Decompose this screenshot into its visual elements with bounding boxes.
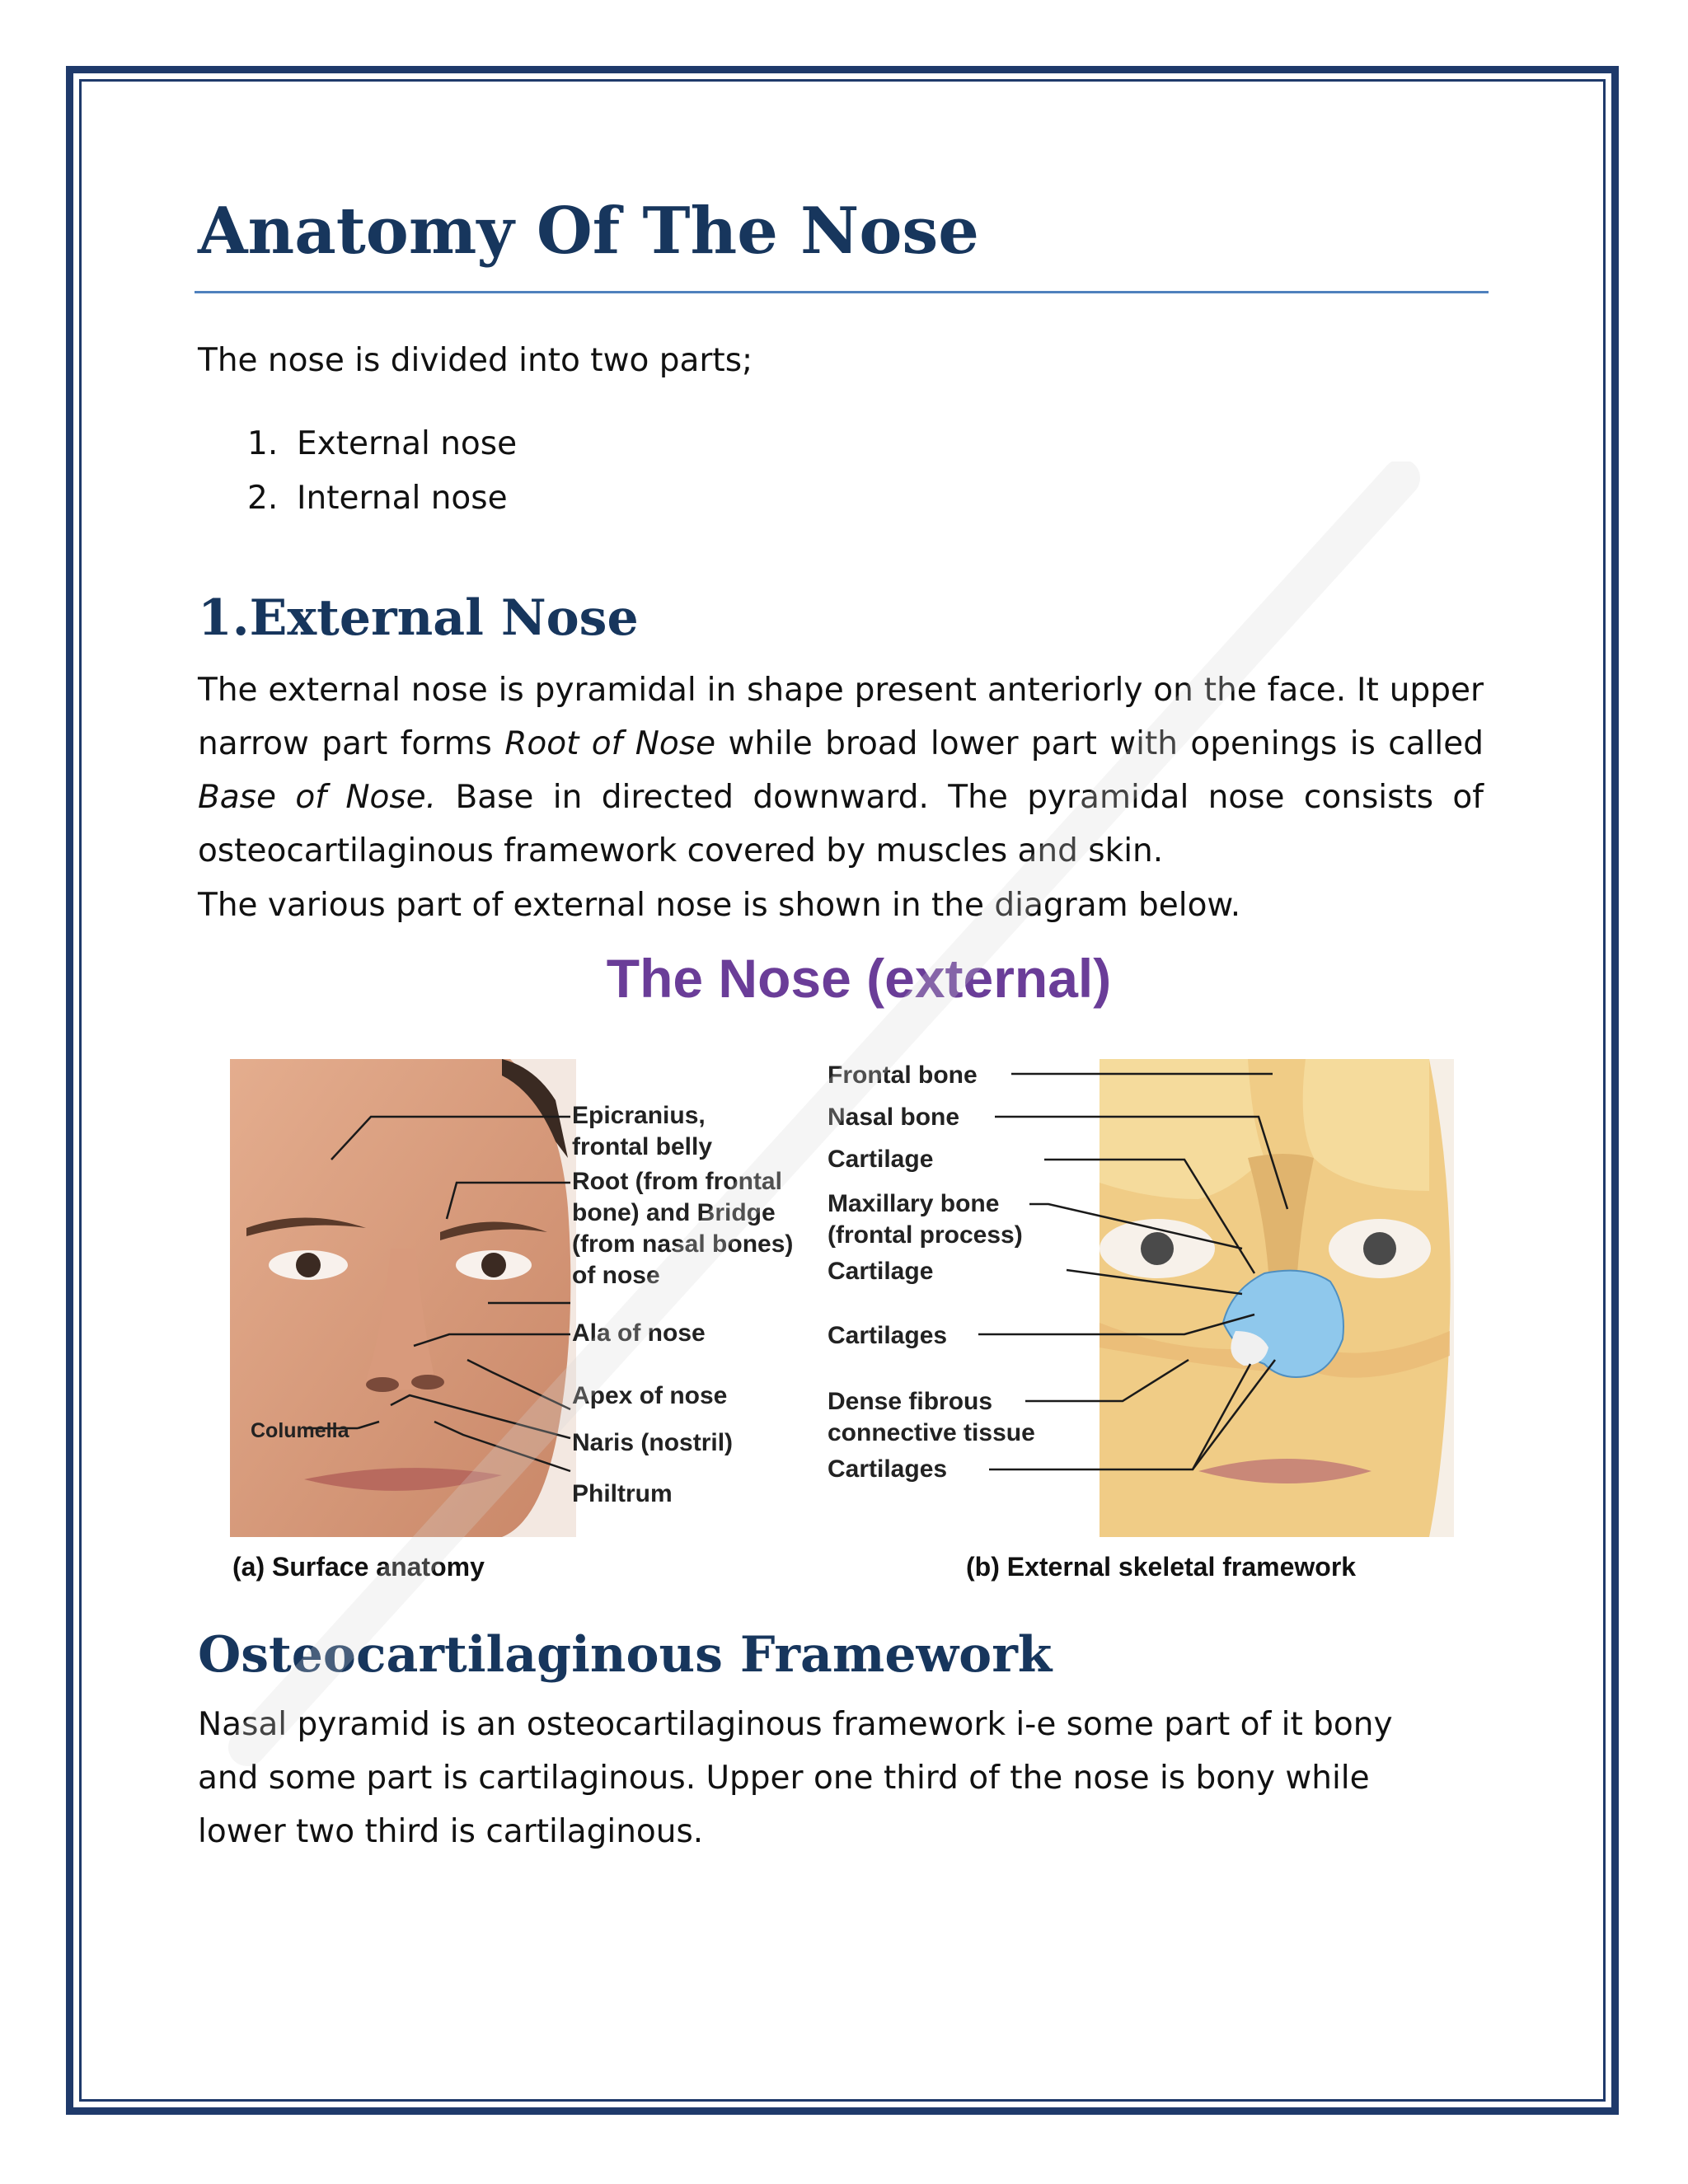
- base-of-nose-term: Base of Nose.: [198, 779, 437, 816]
- label-frontal-process: (frontal process): [828, 1221, 1023, 1249]
- section-heading-osteocartilaginous: Osteocartilaginous Framework: [198, 1626, 1053, 1684]
- caption-skeletal-framework: (b) External skeletal framework: [966, 1552, 1357, 1582]
- label-philtrum: Philtrum: [572, 1480, 673, 1507]
- nose-diagram-figure: [216, 944, 1502, 1586]
- label-columella: Columella: [251, 1419, 349, 1442]
- label-root-bridge-4: of nose: [572, 1262, 660, 1289]
- page-title: Anatomy Of The Nose: [198, 194, 979, 269]
- osteocartilaginous-paragraph: Nasal pyramid is an osteocartilaginous framework i-e some part of it bony and some part is cartilaginous. Upper one third of the nose is bony while lower two third is cartilaginous.: [198, 1706, 1393, 1850]
- caption-surface-anatomy: (a) Surface anatomy: [232, 1552, 485, 1582]
- label-apex-of-nose: Apex of nose: [572, 1382, 728, 1409]
- label-epicranius: Epicranius,: [572, 1102, 706, 1129]
- label-root-bridge-1: Root (from frontal: [572, 1168, 782, 1195]
- label-maxillary-bone: Maxillary bone: [828, 1190, 1000, 1217]
- label-connective-tissue: connective tissue: [828, 1419, 1035, 1446]
- label-dense-fibrous: Dense fibrous: [828, 1388, 993, 1415]
- label-cartilages-upper: Cartilages: [828, 1322, 948, 1349]
- label-ala-of-nose: Ala of nose: [572, 1319, 706, 1347]
- title-underline: [195, 291, 1489, 293]
- label-cartilage-lower: Cartilage: [828, 1258, 934, 1285]
- diagram-intro-text: The various part of external nose is shown in the diagram below.: [198, 887, 1241, 924]
- label-root-bridge-3: (from nasal bones): [572, 1230, 794, 1258]
- label-naris: Naris (nostril): [572, 1429, 734, 1456]
- label-frontal-belly: frontal belly: [572, 1133, 713, 1160]
- parts-list: [247, 417, 517, 526]
- list-item: 2. Internal nose: [247, 480, 508, 517]
- figure-title: The Nose (external): [606, 948, 1112, 1009]
- section-heading-external-nose: 1.External Nose: [198, 589, 639, 647]
- root-of-nose-term: Root of Nose: [504, 725, 716, 762]
- label-cartilages-lower: Cartilages: [828, 1455, 948, 1483]
- list-item: 1. External nose: [247, 425, 518, 462]
- label-root-bridge-2: bone) and Bridge: [572, 1199, 776, 1226]
- external-nose-paragraph: The external nose is pyramidal in shape present anteriorly on the face. It upper narrow part forms Root of Nose while broad lower part with openings is called Base of Nose. Base in directed downward. The pyramidal nose consists of osteocartilaginous framework covered by muscles and skin.: [198, 672, 1484, 869]
- label-frontal-bone: Frontal bone: [828, 1062, 978, 1089]
- label-cartilage-upper: Cartilage: [828, 1146, 934, 1173]
- label-nasal-bone: Nasal bone: [828, 1104, 960, 1131]
- intro-text: The nose is divided into two parts;: [198, 342, 753, 379]
